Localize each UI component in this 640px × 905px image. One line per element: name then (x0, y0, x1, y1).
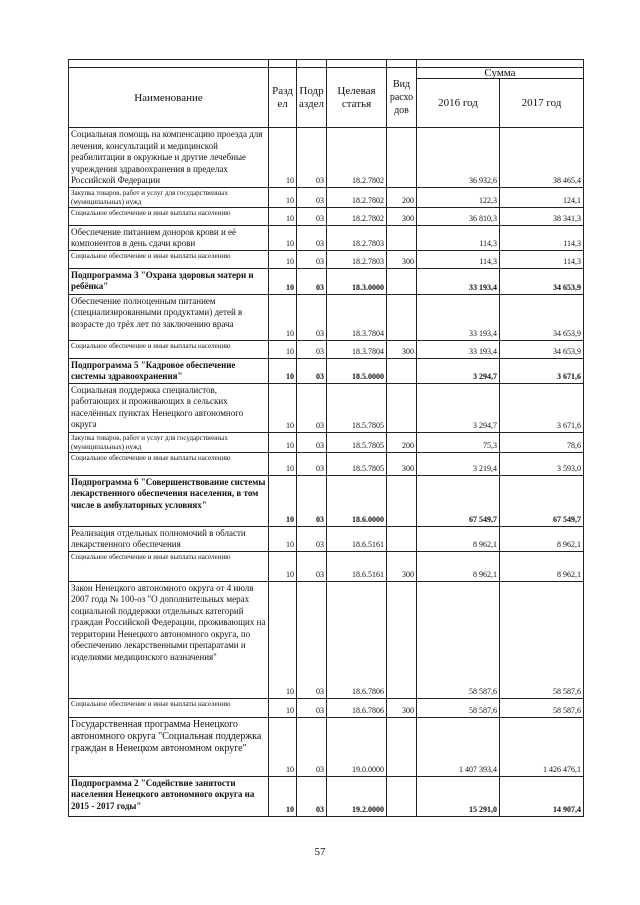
row-value-2016: 1 407 393,4 (417, 717, 500, 776)
row-value-2016: 3 294,7 (417, 358, 500, 383)
row-vid (387, 717, 417, 776)
row-razd: 10 (269, 128, 297, 188)
col-header-target: Целевая статья (327, 68, 387, 128)
row-target: 18.5.7805 (327, 383, 387, 432)
row-value-2016: 8 962,1 (417, 526, 500, 551)
row-razd: 10 (269, 268, 297, 294)
row-value-2017: 14 907,4 (500, 776, 584, 816)
row-name: Подпрограмма 3 "Охрана здоровья матери и ребёнка" (69, 268, 269, 294)
row-value-2017: 3 671,6 (500, 358, 584, 383)
table-row (69, 358, 584, 383)
row-target: 18.5.7805 (327, 432, 387, 452)
row-value-2017: 3 671,6 (500, 383, 584, 432)
row-vid: 300 (387, 551, 417, 581)
row-value-2017: 114,3 (500, 225, 584, 250)
row-value-2016: 33 193,4 (417, 268, 500, 294)
row-target: 18.5.0000 (327, 358, 387, 383)
row-target: 18.6.7806 (327, 698, 387, 717)
row-name: Государственная программа Ненецкого автономного округа "Социальная поддержка граждан в Ненецком автономном округе" (69, 717, 269, 776)
row-vid (387, 294, 417, 340)
row-value-2017: 3 593,0 (500, 452, 584, 475)
row-value-2017: 1 426 476,1 (500, 717, 584, 776)
page-number: 57 (314, 846, 326, 858)
header-sum-row (69, 68, 584, 79)
col-header-summa: Сумма (417, 68, 584, 79)
row-value-2016: 3 219,4 (417, 452, 500, 475)
row-target: 19.2.0000 (327, 776, 387, 816)
row-podrazd: 03 (297, 268, 327, 294)
row-vid (387, 581, 417, 698)
row-name: Подпрограмма 2 "Содействие занятости населения Ненецкого автономного округа на 2015 - 2017 годы" (69, 776, 269, 816)
row-vid (387, 128, 417, 188)
row-value-2017: 78,6 (500, 432, 584, 452)
row-podrazd: 03 (297, 225, 327, 250)
row-value-2016: 114,3 (417, 250, 500, 268)
row-name: Социальная поддержка специалистов, работающих и проживающих в сельских населённых пунктах Ненецкого автономного округа (69, 383, 269, 432)
col-header-2016: 2016 год (417, 79, 500, 128)
row-value-2017: 8 962,1 (500, 551, 584, 581)
row-value-2017: 58 587,6 (500, 698, 584, 717)
row-value-2016: 75,3 (417, 432, 500, 452)
col-header-2017: 2017 год (500, 79, 584, 128)
row-target: 18.2.7802 (327, 207, 387, 225)
row-vid (387, 776, 417, 816)
col-header-podrazd: Подр аздел (297, 68, 327, 128)
table-row (69, 225, 584, 250)
row-podrazd: 03 (297, 294, 327, 340)
row-value-2016: 8 962,1 (417, 551, 500, 581)
row-value-2017: 114,3 (500, 250, 584, 268)
row-razd: 10 (269, 207, 297, 225)
row-value-2017: 8 962,1 (500, 526, 584, 551)
row-vid (387, 358, 417, 383)
table-row (69, 128, 584, 188)
row-vid: 200 (387, 432, 417, 452)
row-podrazd: 03 (297, 717, 327, 776)
row-razd: 10 (269, 526, 297, 551)
row-podrazd: 03 (297, 340, 327, 358)
row-value-2017: 58 587,6 (500, 581, 584, 698)
row-value-2017: 38 465,4 (500, 128, 584, 188)
row-podrazd: 03 (297, 551, 327, 581)
row-podrazd: 03 (297, 475, 327, 526)
row-name: Подпрограмма 5 "Кадровое обеспечение системы здравоохранения" (69, 358, 269, 383)
row-podrazd: 03 (297, 383, 327, 432)
row-target: 18.2.7803 (327, 250, 387, 268)
col-header-razd: Разд ел (269, 68, 297, 128)
row-name: Реализация отдельных полномочий в области лекарственного обеспечения (69, 526, 269, 551)
row-vid: 300 (387, 452, 417, 475)
row-podrazd: 03 (297, 432, 327, 452)
row-target: 18.6.5161 (327, 551, 387, 581)
row-vid (387, 526, 417, 551)
table-body (69, 128, 584, 817)
row-podrazd: 03 (297, 581, 327, 698)
row-podrazd: 03 (297, 250, 327, 268)
row-value-2016: 3 294,7 (417, 383, 500, 432)
row-name: Подпрограмма 6 "Совершенствование системы лекарственного обеспечения населения, в том числе в амбулаторных условиях" (69, 475, 269, 526)
row-name: Социальное обеспечение и иные выплаты населению (69, 207, 269, 225)
row-target: 18.2.7802 (327, 187, 387, 207)
row-name: Социальное обеспечение и иные выплаты населению (69, 250, 269, 268)
row-razd: 10 (269, 551, 297, 581)
row-vid: 300 (387, 698, 417, 717)
table-row (69, 526, 584, 551)
row-razd: 10 (269, 225, 297, 250)
row-razd: 10 (269, 340, 297, 358)
row-value-2016: 33 193,4 (417, 340, 500, 358)
row-name: Обеспечение полноценным питанием (специализированными продуктами) детей в возрасте до трёх лет по заключению врача (69, 294, 269, 340)
row-value-2017: 38 341,3 (500, 207, 584, 225)
row-podrazd: 03 (297, 698, 327, 717)
row-vid: 200 (387, 187, 417, 207)
row-name: Социальное обеспечение и иные выплаты населению (69, 452, 269, 475)
row-name: Закупка товаров, работ и услуг для государственных (муниципальных) нужд (69, 187, 269, 207)
row-razd: 10 (269, 432, 297, 452)
row-razd: 10 (269, 698, 297, 717)
row-value-2016: 122,3 (417, 187, 500, 207)
table-row (69, 475, 584, 526)
row-target: 18.3.0000 (327, 268, 387, 294)
table-row (69, 581, 584, 698)
row-podrazd: 03 (297, 452, 327, 475)
row-razd: 10 (269, 358, 297, 383)
row-target: 19.0.0000 (327, 717, 387, 776)
row-razd: 10 (269, 581, 297, 698)
row-value-2016: 67 549,7 (417, 475, 500, 526)
table-row (69, 340, 584, 358)
row-vid: 300 (387, 207, 417, 225)
table-row (69, 268, 584, 294)
row-name: Закупка товаров, работ и услуг для государственных (муниципальных) нужд (69, 432, 269, 452)
table-row (69, 250, 584, 268)
row-target: 18.6.7806 (327, 581, 387, 698)
table-row (69, 776, 584, 816)
row-target: 18.3.7804 (327, 340, 387, 358)
table-row (69, 383, 584, 432)
table-row (69, 207, 584, 225)
row-vid: 300 (387, 340, 417, 358)
row-podrazd: 03 (297, 358, 327, 383)
row-razd: 10 (269, 475, 297, 526)
table-row (69, 698, 584, 717)
row-vid (387, 475, 417, 526)
col-header-name: Наименование (69, 68, 269, 128)
table-row (69, 452, 584, 475)
row-razd: 10 (269, 717, 297, 776)
row-value-2016: 15 291,0 (417, 776, 500, 816)
row-razd: 10 (269, 452, 297, 475)
col-header-vid: Вид расхо дов (387, 68, 417, 128)
row-value-2016: 36 932,6 (417, 128, 500, 188)
row-razd: 10 (269, 776, 297, 816)
row-value-2016: 114,3 (417, 225, 500, 250)
row-target: 18.2.7803 (327, 225, 387, 250)
header-spacer-row (69, 60, 584, 68)
row-podrazd: 03 (297, 207, 327, 225)
row-value-2017: 124,1 (500, 187, 584, 207)
row-podrazd: 03 (297, 187, 327, 207)
row-target: 18.6.0000 (327, 475, 387, 526)
row-vid (387, 268, 417, 294)
row-name: Социальное обеспечение и иные выплаты населению (69, 698, 269, 717)
row-vid (387, 225, 417, 250)
row-podrazd: 03 (297, 776, 327, 816)
row-value-2016: 36 810,3 (417, 207, 500, 225)
table-row (69, 717, 584, 776)
row-razd: 10 (269, 187, 297, 207)
table-row (69, 432, 584, 452)
row-value-2016: 58 587,6 (417, 698, 500, 717)
row-name: Социальное обеспечение и иные выплаты населению (69, 340, 269, 358)
row-target: 18.6.5161 (327, 526, 387, 551)
row-razd: 10 (269, 250, 297, 268)
row-vid: 300 (387, 250, 417, 268)
row-value-2016: 33 193,4 (417, 294, 500, 340)
row-value-2017: 34 653,9 (500, 268, 584, 294)
row-target: 18.2.7802 (327, 128, 387, 188)
table-row (69, 187, 584, 207)
row-razd: 10 (269, 383, 297, 432)
row-podrazd: 03 (297, 128, 327, 188)
row-vid (387, 383, 417, 432)
row-name: Социальное обеспечение и иные выплаты населению (69, 551, 269, 581)
row-razd: 10 (269, 294, 297, 340)
row-name: Обеспечение питанием доноров крови и её компонентов в день сдачи крови (69, 225, 269, 250)
row-target: 18.3.7804 (327, 294, 387, 340)
row-podrazd: 03 (297, 526, 327, 551)
table-row (69, 294, 584, 340)
table-row (69, 551, 584, 581)
row-value-2016: 58 587,6 (417, 581, 500, 698)
row-name: Закон Ненецкого автономного округа от 4 июля 2007 года № 100-оз "О дополнительных мерах социальной поддержки отдельных категорий граждан Российской Федерации, проживающих на территории Ненецкого автономного округа, по обеспечению лекарственными препаратами и изделиями медицинского назначения" (69, 581, 269, 698)
row-target: 18.5.7805 (327, 452, 387, 475)
row-value-2017: 34 653,9 (500, 340, 584, 358)
row-name: Социальная помощь на компенсацию проезда для лечения, консультаций и медицинской реабилитации в окружные и другие лечебные учреждения здравоохранения в пределах Российской Федерации (69, 128, 269, 188)
row-value-2017: 67 549,7 (500, 475, 584, 526)
budget-table (68, 59, 584, 817)
row-value-2017: 34 653,9 (500, 294, 584, 340)
